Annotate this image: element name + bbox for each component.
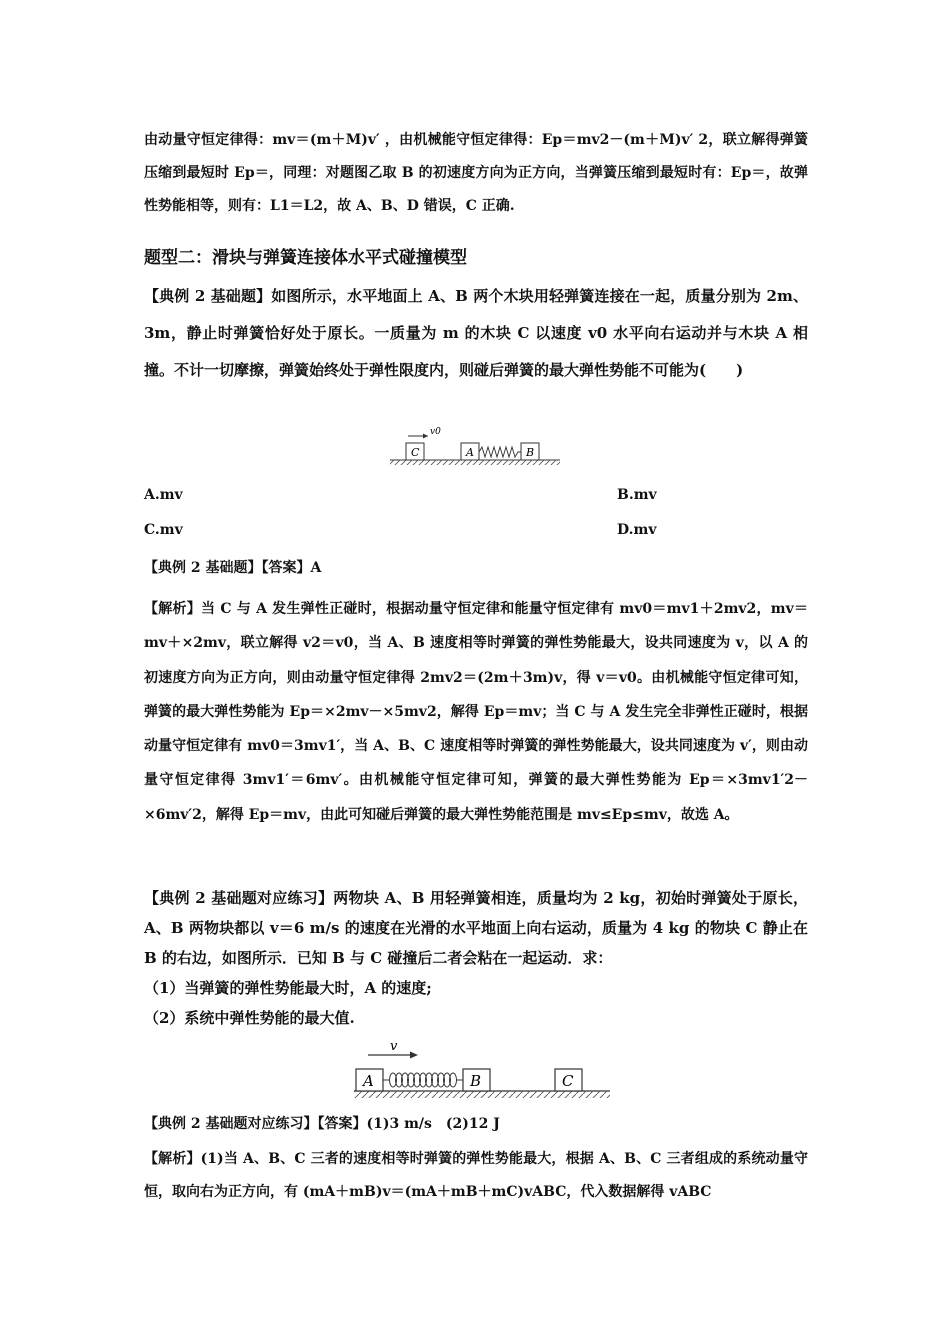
velocity-label: v0 (430, 427, 441, 437)
practice-problem (144, 883, 808, 1033)
section-heading: 题型二：滑块与弹簧连接体水平式碰撞模型 (144, 248, 467, 268)
velocity-label: v (390, 1039, 398, 1054)
choice-c: C.mv (144, 522, 183, 538)
block-c-label: C (562, 1072, 574, 1090)
block-a-label: A (466, 446, 474, 459)
practice-analysis-paragraph: 【解析】(1)当 A、B、C 三者的速度相等时弹簧的弹性势能最大，根据 A、B、C 三者组成的系统动量守恒，取向右为正方向，有 (mA＋mB)v＝(mA＋mB＋mC)vABC，代入数据解得 vABC (144, 1151, 808, 1200)
practice-text: 【典例 2 基础题对应练习】两物块 A、B 用轻弹簧相连，质量均为 2 kg，初始时弹簧处于原长，A、B 两物块都以 v＝6 m/s 的速度在光滑的水平地面上向右运动，质量为 4 kg 的物块 C 静止在 B 的右边，如图所示．已知 B 与 C 碰撞后二者会粘在一起运动．求： (144, 889, 808, 967)
analysis-paragraph: 【解析】当 C 与 A 发生弹性正碰时，根据动量守恒定律和能量守恒定律有 mv0＝mv1＋2mv2，mv＝mv＋×2mv，联立解得 v2＝v0，当 A、B 速度相等时弹簧的弹性势能最大，设共同速度为 v，以 A 的初速度方向为正方向，则由动量守恒定律得 2mv2＝(2m＋3m)v，得 v＝v0。由机械能守恒定律可知，弹簧的最大弹性势能为 Ep＝×2mv－×5mv2，解得 Ep＝mv；当 C 与 A 发生完全非弹性正碰时，根据动量守恒定律有 mv0＝3mv1′，当 A、B、C 速度相等时弹簧的弹性势能最大，设共同速度为 v′，则由动量守恒定律得 3mv1′＝6mv′。由机械能守恒定律可知，弹簧的最大弹性势能为 Ep＝×3mv1′2－×6mv′2，解得 Ep＝mv，由此可知碰后弹簧的最大弹性势能范围是 mv≤Ep≤mv，故选 A。 (144, 601, 808, 823)
block-c-label: C (411, 446, 420, 459)
figure-blocks-spring-1 (388, 424, 563, 466)
spring (383, 1073, 463, 1087)
answer-line: 【典例 2 基础题】【答案】A (144, 560, 322, 576)
question-1: （1）当弹簧的弹性势能最大时，A 的速度; (144, 979, 432, 997)
choice-a: A.mv (144, 487, 183, 503)
example-problem-text: 【典例 2 基础题】如图所示，水平地面上 A、B 两个木块用轻弹簧连接在一起，质量分别为 2m、3m，静止时弹簧恰好处于原长。一质量为 m 的木块 C 以速度 v0 水平向右运动并与木块 A 相撞。不计一切摩擦，弹簧始终处于弹性限度内，则碰后弹簧的最大弹性势能不可能为( ) (144, 287, 808, 379)
spring (479, 447, 521, 457)
choice-d: D.mv (617, 522, 657, 538)
block-b-label: B (470, 1072, 482, 1090)
question-2: （2）系统中弹性势能的最大值. (144, 1009, 355, 1027)
practice-answer-line: 【典例 2 基础题对应练习】【答案】(1)3 m/s (2)12 J (144, 1116, 500, 1132)
figure-blocks-spring-2 (352, 1038, 614, 1104)
solution-paragraph: 由动量守恒定律得：mv＝(m＋M)v′ ，由机械能守恒定律得：Ep＝mv2－(m＋M)v′ 2，联立解得弹簧压缩到最短时 Ep＝，同理：对题图乙取 B 的初速度方向为正方向，当弹簧压缩到最短时有：Ep＝，故弹性势能相等，则有：L1＝L2，故 A、B、D 错误，C 正确. (144, 132, 808, 214)
block-b-label: B (526, 446, 535, 459)
choice-b: B.mv (617, 487, 657, 503)
block-a-label: A (363, 1072, 374, 1090)
